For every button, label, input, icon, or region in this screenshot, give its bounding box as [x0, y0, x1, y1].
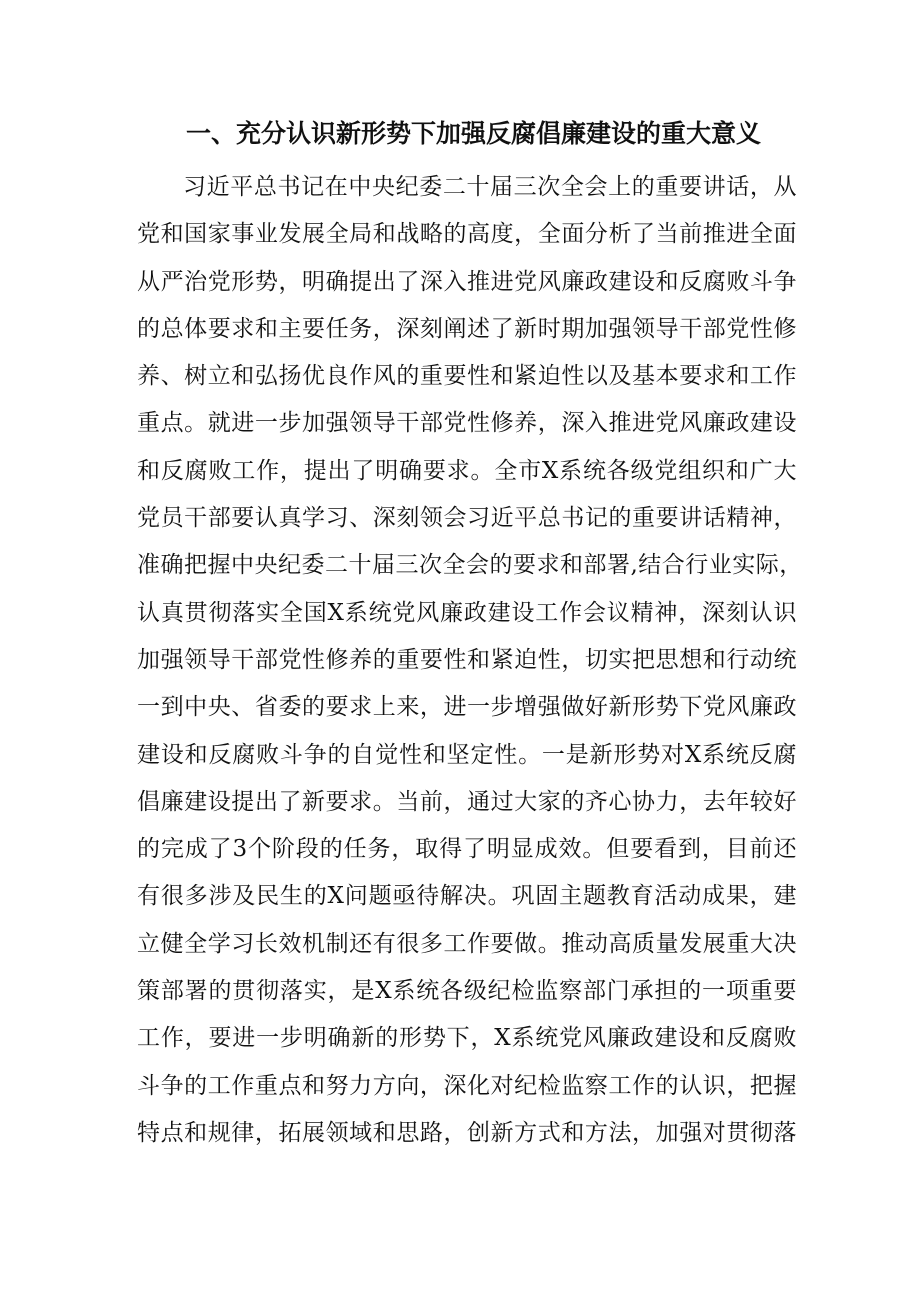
- paragraph-line: 特点和规律，拓展领域和思路，创新方式和方法，加强对贯彻落: [137, 1119, 797, 1146]
- paragraph-line: 党和国家事业发展全局和战略的高度，全面分析了当前推进全面: [137, 221, 797, 248]
- paragraph-line: 准确把握中央纪委二十届三次全会的要求和部署,结合行业实际，: [137, 552, 803, 579]
- paragraph-line: 斗争的工作重点和努力方向，深化对纪检监察工作的认识，把握: [137, 1072, 797, 1099]
- paragraph-line: 策部署的贯彻落实，是X系统各级纪检监察部门承担的一项重要: [137, 978, 797, 1005]
- body-paragraph: [137, 164, 803, 1157]
- paragraph-line: 工作，要进一步明确新的形势下，X系统党风廉政建设和反腐败: [137, 1025, 797, 1052]
- paragraph-line: 和反腐败工作，提出了明确要求。全市X系统各级党组织和广大: [137, 457, 797, 484]
- paragraph-line: 的总体要求和主要任务，深刻阐述了新时期加强领导干部党性修: [137, 315, 797, 342]
- paragraph-line: 加强领导干部党性修养的重要性和紧迫性，切实把思想和行动统: [137, 646, 797, 673]
- paragraph-line: 有很多涉及民生的X问题亟待解决。巩固主题教育活动成果，建: [137, 883, 797, 910]
- paragraph-line: 重点。就进一步加强领导干部党性修养，深入推进党风廉政建设: [137, 410, 797, 437]
- paragraph-line: 倡廉建设提出了新要求。当前，通过大家的齐心协力，去年较好: [137, 788, 797, 815]
- paragraph-line: 认真贯彻落实全国X系统党风廉政建设工作会议精神，深刻认识: [137, 599, 797, 626]
- paragraph-line: 从严治党形势，明确提出了深入推进党风廉政建设和反腐败斗争: [137, 268, 797, 295]
- paragraph-line: 的完成了3个阶段的任务，取得了明显成效。但要看到，目前还: [137, 836, 797, 863]
- section-heading: 一、充分认识新形势下加强反腐倡廉建设的重大意义: [186, 119, 762, 148]
- paragraph-line: 党员干部要认真学习、深刻领会习近平总书记的重要讲话精神，: [137, 505, 797, 532]
- paragraph-line: 立健全学习长效机制还有很多工作要做。推动高质量发展重大决: [137, 930, 797, 957]
- paragraph-line: 养、树立和弘扬优良作风的重要性和紧迫性以及基本要求和工作: [137, 363, 797, 390]
- paragraph-line: 习近平总书记在中央纪委二十届三次全会上的重要讲话，从: [183, 174, 797, 200]
- paragraph-line: 一到中央、省委的要求上来，进一步增强做好新形势下党风廉政: [137, 694, 797, 721]
- paragraph-line: 建设和反腐败斗争的自觉性和坚定性。一是新形势对X系统反腐: [137, 741, 797, 768]
